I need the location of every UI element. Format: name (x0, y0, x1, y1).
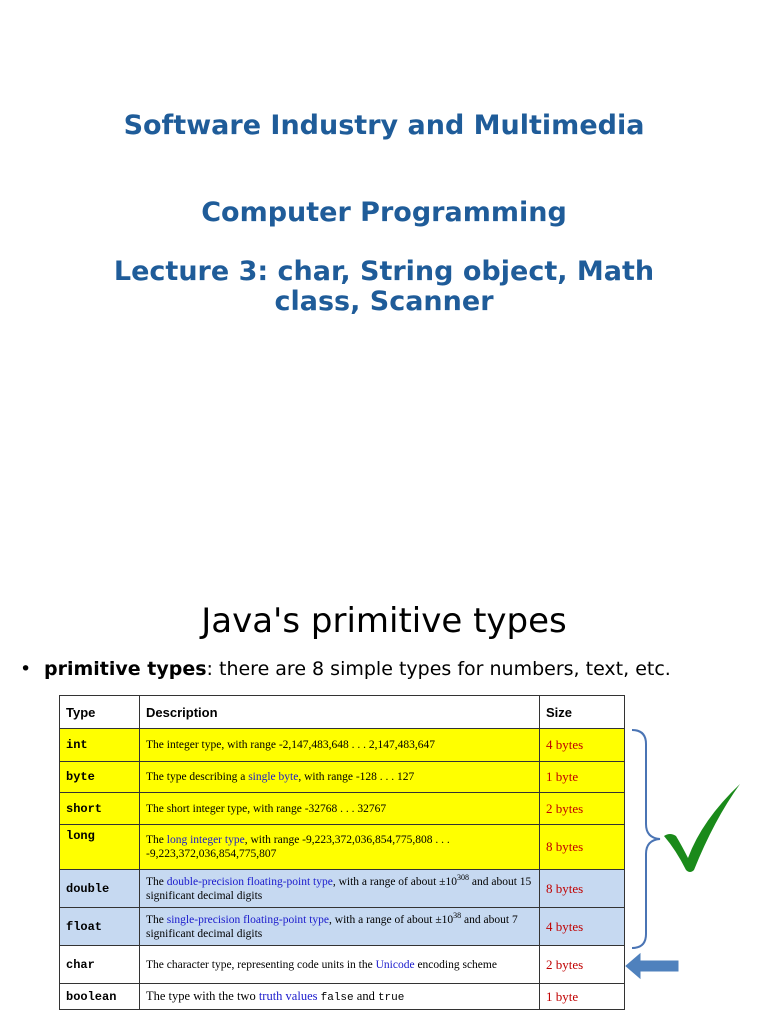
bullet-icon: • (20, 658, 32, 680)
type-size: 1 byte (540, 762, 625, 793)
header-size: Size (540, 696, 625, 729)
type-size: 4 bytes (540, 908, 625, 946)
table-row (60, 908, 625, 946)
description-link[interactable]: long integer type (166, 834, 245, 846)
description-link[interactable]: single byte (248, 771, 299, 783)
table-header-row (60, 696, 625, 729)
type-description: The single-precision floating-point type, with a range of about $\pm 10^{38}$ and about 7 significant decimal digits (140, 908, 540, 946)
lecture-title-line1: Lecture 3: char, String object, Math (113, 256, 655, 287)
type-name: double (60, 870, 140, 908)
type-description: The type with the two truth values false and true (140, 984, 540, 1010)
type-description: The long integer type, with range -9,223,372,036,854,775,808 . . . -9,223,372,036,854,775,807 (140, 825, 540, 870)
type-size: 2 bytes (540, 793, 625, 825)
table-row (60, 825, 625, 870)
type-size: 8 bytes (540, 870, 625, 908)
type-size: 2 bytes (540, 946, 625, 984)
table-row (60, 946, 625, 984)
left-arrow-icon (624, 952, 680, 980)
bullet-text: : there are 8 simple types for numbers, text, etc. (206, 658, 671, 680)
type-name: byte (60, 762, 140, 793)
type-description: The character type, representing code units in the Unicode encoding scheme (140, 946, 540, 984)
table-row (60, 729, 625, 762)
type-name: char (60, 946, 140, 984)
type-size: 8 bytes (540, 825, 625, 870)
description-link[interactable]: double-precision floating-point type (166, 875, 333, 888)
bullet-point (20, 655, 671, 683)
check-mark-icon (660, 782, 742, 874)
type-name: int (60, 729, 140, 762)
description-link[interactable]: truth values (258, 988, 318, 1003)
type-name: short (60, 793, 140, 825)
description-link[interactable]: single-precision floating-point type (166, 913, 330, 926)
bullet-bold: primitive types (44, 658, 207, 680)
primitive-types-table (59, 695, 625, 1010)
lecture-title-line2: class, Scanner (274, 286, 494, 317)
type-size: 4 bytes (540, 729, 625, 762)
type-name: boolean (60, 984, 140, 1010)
type-description: The integer type, with range -2,147,483,648 . . . 2,147,483,647 (140, 729, 540, 762)
type-name: float (60, 908, 140, 946)
table-row (60, 762, 625, 793)
type-size: 1 byte (540, 984, 625, 1010)
type-description: The double-precision floating-point type, with a range of about $\pm 10^{308}$ and about 15 significant decimal digits (140, 870, 540, 908)
slide2-title: Java's primitive types (201, 601, 567, 641)
course-name: Computer Programming (201, 197, 567, 228)
slide-title: Software Industry and Multimedia (123, 110, 645, 141)
table-row (60, 793, 625, 825)
header-type: Type (60, 696, 140, 729)
type-name: long (60, 825, 140, 870)
type-description: The short integer type, with range -32768 . . . 32767 (140, 793, 540, 825)
type-description: The type describing a single byte, with range -128 . . . 127 (140, 762, 540, 793)
header-description: Description (140, 696, 540, 729)
table-row (60, 984, 625, 1010)
description-link[interactable]: Unicode (375, 958, 415, 971)
table-row (60, 870, 625, 908)
